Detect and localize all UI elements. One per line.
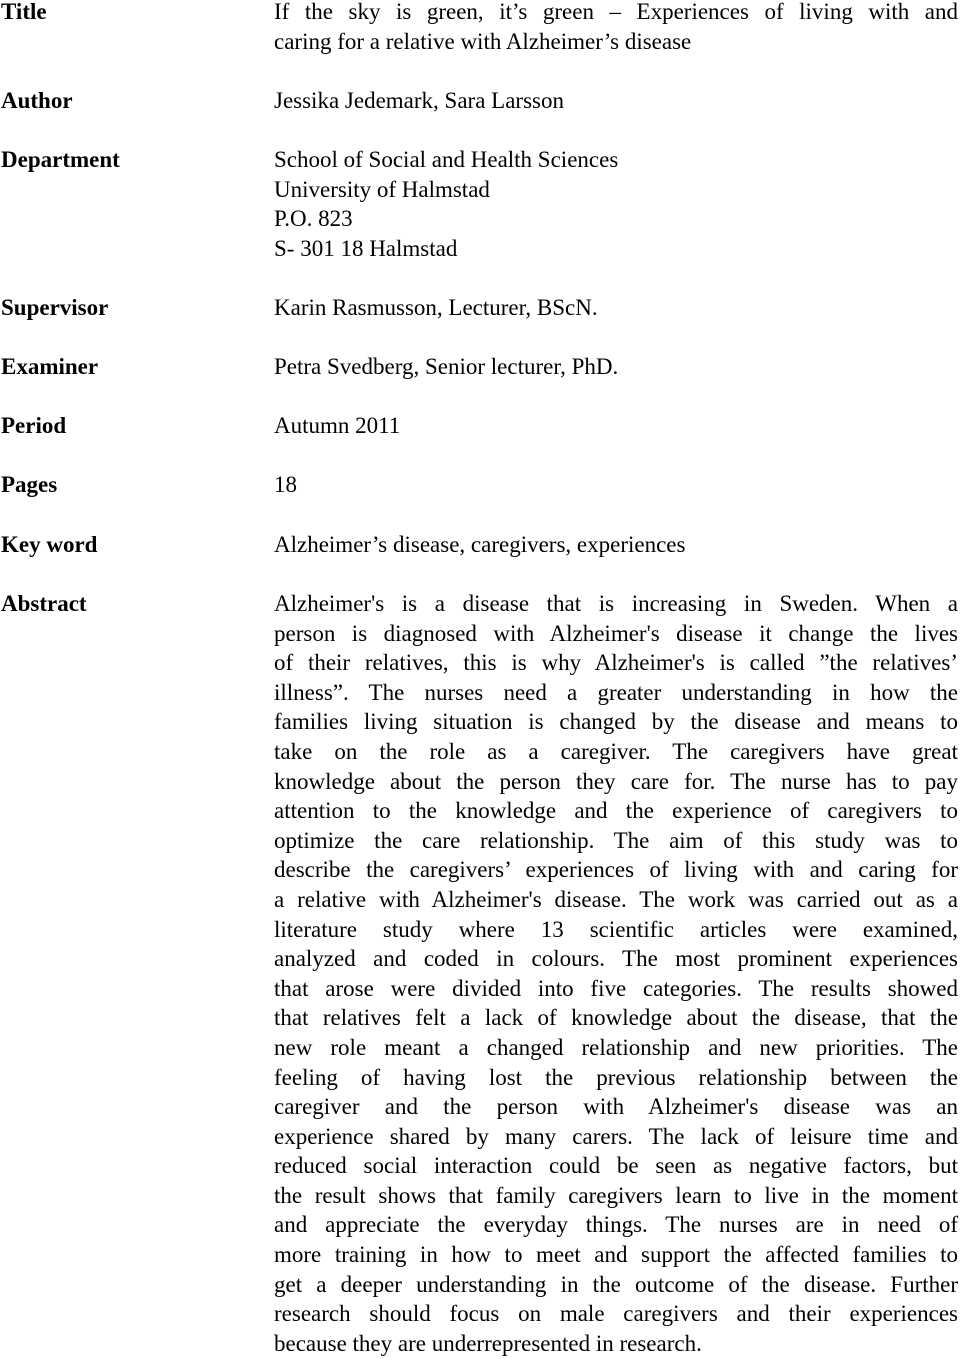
abstract-line: more training in how to meet and support the affected families to <box>274 1242 958 1268</box>
author-name: Jessika Jedemark, Sara Larsson <box>274 88 564 113</box>
pages-value <box>274 470 958 500</box>
title-line: caring for a relative with Alzheimer’s disease <box>274 28 692 54</box>
keyword-value <box>274 530 958 560</box>
abstract-line: person is diagnosed with Alzheimer's disease it change the lives <box>274 620 958 646</box>
abstract-line: new role meant a changed relationship and new priorities. The <box>274 1034 958 1060</box>
pages-count: 18 <box>274 472 297 497</box>
abstract-line: research should focus on male caregivers and their experiences <box>274 1301 958 1327</box>
examiner-value <box>274 352 958 382</box>
abstract-line: attention to the knowledge and the experience of caregivers to <box>274 798 958 824</box>
department-line: S- 301 18 Halmstad <box>274 235 458 261</box>
department-line: University of Halmstad <box>274 176 490 202</box>
period-label: Period <box>1 413 67 438</box>
abstract-line: a relative with Alzheimer's disease. The work was carried out as a <box>274 886 958 912</box>
abstract-line: families living situation is changed by the disease and means to <box>274 709 958 735</box>
supervisor-label: Supervisor <box>1 295 109 320</box>
abstract-line: describe the caregivers’ experiences of living with and caring for <box>274 857 958 883</box>
department-line: School of Social and Health Sciences <box>274 147 619 172</box>
examiner-label: Examiner <box>1 354 99 379</box>
abstract-line: and appreciate the everyday things. The nurses are in need of <box>274 1212 958 1238</box>
abstract-line: Alzheimer's is a disease that is increasing in Sweden. When a <box>274 591 958 616</box>
author-value <box>274 86 958 116</box>
examiner-name: Petra Svedberg, Senior lecturer, PhD. <box>274 354 619 379</box>
abstract-line: optimize the care relationship. The aim of this study was to <box>274 827 958 853</box>
title-line: If the sky is green, it’s green – Experiences of living with and <box>274 0 958 24</box>
abstract-line: reduced social interaction could be seen as negative factors, but <box>274 1153 958 1179</box>
abstract-line: that relatives felt a lack of knowledge about the disease, that the <box>274 1005 958 1031</box>
supervisor-name: Karin Rasmusson, Lecturer, BScN. <box>274 295 598 320</box>
abstract-line: feeling of having lost the previous relationship between the <box>274 1064 958 1090</box>
keyword-text: Alzheimer’s disease, caregivers, experiences <box>274 532 686 557</box>
department-value <box>274 145 958 263</box>
abstract-line: illness”. The nurses need a greater understanding in how the <box>274 679 958 705</box>
abstract-line: knowledge about the person they care for. The nurse has to pay <box>274 768 958 794</box>
department-label: Department <box>1 147 120 172</box>
title-label: Title <box>1 0 47 24</box>
period-text: Autumn 2011 <box>274 413 401 438</box>
keyword-label: Key word <box>1 532 98 557</box>
abstract-line: analyzed and coded in colours. The most prominent experiences <box>274 946 958 972</box>
abstract-line: get a deeper understanding in the outcome of the disease. Further <box>274 1271 958 1297</box>
abstract-line: of their relatives, this is why Alzheimer's is called ”the relatives’ <box>274 650 958 676</box>
abstract-line: that arose were divided into five categories. The results showed <box>274 975 958 1001</box>
pages-label: Pages <box>1 472 58 497</box>
abstract-line: because they are underrepresented in research. <box>274 1330 702 1356</box>
supervisor-value <box>274 293 958 323</box>
abstract-line: take on the role as a caregiver. The caregivers have great <box>274 738 958 764</box>
abstract-line: experience shared by many carers. The lack of leisure time and <box>274 1123 958 1149</box>
abstract-line: the result shows that family caregivers learn to live in the moment <box>274 1182 958 1208</box>
abstract-line: literature study where 13 scientific articles were examined, <box>274 916 958 942</box>
abstract-label: Abstract <box>1 591 87 616</box>
abstract-body <box>274 589 958 1358</box>
author-label: Author <box>1 88 73 113</box>
title-value <box>274 0 958 56</box>
department-line: P.O. 823 <box>274 206 353 232</box>
period-value <box>274 411 958 441</box>
abstract-line: caregiver and the person with Alzheimer's disease was an <box>274 1094 958 1120</box>
